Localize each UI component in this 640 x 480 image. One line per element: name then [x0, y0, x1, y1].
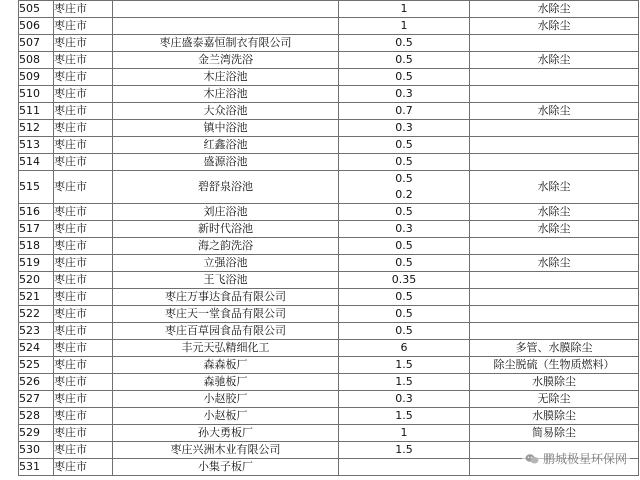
- treatment-measure-cell: 水除尘: [470, 1, 639, 18]
- treatment-measure-cell: [470, 69, 639, 86]
- enterprise-name-cell: 孙大勇板厂: [113, 425, 339, 442]
- table-row: [19, 357, 639, 374]
- treatment-measure-cell: [470, 238, 639, 255]
- row-number: 530: [19, 442, 54, 459]
- table-row: [19, 221, 639, 238]
- row-number: 523: [19, 323, 54, 340]
- row-number: 508: [19, 52, 54, 69]
- capacity-cell: [339, 171, 470, 204]
- treatment-measure-cell: 水除尘: [470, 255, 639, 272]
- capacity-cell: 1.5: [339, 408, 470, 425]
- city-cell: 枣庄市: [54, 391, 113, 408]
- row-number: 525: [19, 357, 54, 374]
- row-number: 514: [19, 154, 54, 171]
- watermark-text: 鹏城极星环保网: [542, 452, 627, 466]
- treatment-measure-cell: 水除尘: [470, 221, 639, 238]
- city-cell: 枣庄市: [54, 204, 113, 221]
- city-cell: 枣庄市: [54, 357, 113, 374]
- treatment-measure-cell: 水除尘: [470, 103, 639, 120]
- table-row: [19, 289, 639, 306]
- capacity-cell: 0.7: [339, 103, 470, 120]
- city-cell: 枣庄市: [54, 86, 113, 103]
- table-row: [19, 103, 639, 120]
- city-cell: 枣庄市: [54, 425, 113, 442]
- table-row: [19, 52, 639, 69]
- capacity-cell: 1: [339, 1, 470, 18]
- table-row: [19, 137, 639, 154]
- capacity-cell: 1: [339, 425, 470, 442]
- table-row: [19, 323, 639, 340]
- capacity-cell: 0.5: [339, 52, 470, 69]
- enterprise-name-cell: 大众浴池: [113, 103, 339, 120]
- city-cell: 枣庄市: [54, 272, 113, 289]
- table-row: [19, 171, 639, 204]
- enterprise-name-cell: 立强浴池: [113, 255, 339, 272]
- capacity-cell: 1.5: [339, 374, 470, 391]
- table-row: [19, 18, 639, 35]
- row-number: 518: [19, 238, 54, 255]
- capacity-cell: 0.3: [339, 221, 470, 238]
- row-number: 526: [19, 374, 54, 391]
- city-cell: 枣庄市: [54, 306, 113, 323]
- treatment-measure-cell: [470, 35, 639, 52]
- capacity-cell: 0.3: [339, 391, 470, 408]
- enterprise-name-cell: 小赵板厂: [113, 408, 339, 425]
- capacity-cell: 0.3: [339, 86, 470, 103]
- table-row: [19, 1, 639, 18]
- boiler-table: [18, 0, 639, 476]
- capacity-cell: 0.5: [339, 306, 470, 323]
- row-number: 531: [19, 459, 54, 476]
- treatment-measure-cell: [470, 137, 639, 154]
- capacity-cell: 0.3: [339, 120, 470, 137]
- city-cell: 枣庄市: [54, 35, 113, 52]
- row-number: 516: [19, 204, 54, 221]
- row-number: 510: [19, 86, 54, 103]
- row-number: 507: [19, 35, 54, 52]
- table-row: [19, 69, 639, 86]
- treatment-measure-cell: 水膜除尘: [470, 408, 639, 425]
- table-row: [19, 340, 639, 357]
- treatment-measure-cell: 无除尘: [470, 391, 639, 408]
- treatment-measure-cell: 除尘脱硫（生物质燃料）: [470, 357, 639, 374]
- row-number: 506: [19, 18, 54, 35]
- watermark: [522, 449, 630, 468]
- city-cell: 枣庄市: [54, 238, 113, 255]
- table-row: [19, 35, 639, 52]
- enterprise-name-cell: 枣庄盛泰嘉恒制衣有限公司: [113, 35, 339, 52]
- enterprise-name-cell: [113, 1, 339, 18]
- capacity-cell: 1.5: [339, 442, 470, 459]
- treatment-measure-cell: 多管、水膜除尘: [470, 340, 639, 357]
- row-number: 513: [19, 137, 54, 154]
- capacity-value: 0.5: [395, 172, 413, 185]
- capacity-cell: 0.5: [339, 238, 470, 255]
- city-cell: 枣庄市: [54, 171, 113, 204]
- capacity-cell: 0.5: [339, 69, 470, 86]
- treatment-measure-cell: [470, 289, 639, 306]
- enterprise-name-cell: 海之韵洗浴: [113, 238, 339, 255]
- row-number: 528: [19, 408, 54, 425]
- enterprise-name-cell: 森森板厂: [113, 357, 339, 374]
- row-number: 512: [19, 120, 54, 137]
- enterprise-name-cell: 木庄浴池: [113, 86, 339, 103]
- enterprise-name-cell: 镇中浴池: [113, 120, 339, 137]
- capacity-cell: [339, 459, 470, 476]
- row-number: 511: [19, 103, 54, 120]
- treatment-measure-cell: [470, 272, 639, 289]
- row-number: 524: [19, 340, 54, 357]
- capacity-cell: 6: [339, 340, 470, 357]
- city-cell: 枣庄市: [54, 374, 113, 391]
- treatment-measure-cell: 水除尘: [470, 204, 639, 221]
- capacity-cell: 0.5: [339, 137, 470, 154]
- table-row: [19, 120, 639, 137]
- enterprise-name-cell: 金兰湾洗浴: [113, 52, 339, 69]
- capacity-cell: 0.5: [339, 289, 470, 306]
- city-cell: 枣庄市: [54, 408, 113, 425]
- table-row: [19, 238, 639, 255]
- row-number: 520: [19, 272, 54, 289]
- enterprise-name-cell: 枣庄天一堂食品有限公司: [113, 306, 339, 323]
- row-number: 519: [19, 255, 54, 272]
- treatment-measure-cell: [470, 154, 639, 171]
- city-cell: 枣庄市: [54, 1, 113, 18]
- city-cell: 枣庄市: [54, 340, 113, 357]
- treatment-measure-cell: 水除尘: [470, 18, 639, 35]
- city-cell: 枣庄市: [54, 221, 113, 238]
- wechat-icon: [525, 453, 539, 465]
- city-cell: 枣庄市: [54, 52, 113, 69]
- table-body: [19, 1, 639, 476]
- table-row: [19, 374, 639, 391]
- row-number: 515: [19, 171, 54, 204]
- city-cell: 枣庄市: [54, 137, 113, 154]
- table-row: [19, 255, 639, 272]
- row-number: 521: [19, 289, 54, 306]
- table-row: [19, 272, 639, 289]
- row-number: 522: [19, 306, 54, 323]
- treatment-measure-cell: [470, 306, 639, 323]
- city-cell: 枣庄市: [54, 442, 113, 459]
- city-cell: 枣庄市: [54, 103, 113, 120]
- enterprise-name-cell: 盛源浴池: [113, 154, 339, 171]
- city-cell: 枣庄市: [54, 459, 113, 476]
- enterprise-name-cell: 枣庄万事达食品有限公司: [113, 289, 339, 306]
- enterprise-name-cell: 枣庄兴洲木业有限公司: [113, 442, 339, 459]
- enterprise-name-cell: 红鑫浴池: [113, 137, 339, 154]
- enterprise-name-cell: 新时代浴池: [113, 221, 339, 238]
- city-cell: 枣庄市: [54, 323, 113, 340]
- enterprise-name-cell: 森驰板厂: [113, 374, 339, 391]
- capacity-cell: 1: [339, 18, 470, 35]
- table-row: [19, 204, 639, 221]
- city-cell: 枣庄市: [54, 255, 113, 272]
- city-cell: 枣庄市: [54, 289, 113, 306]
- treatment-measure-cell: [470, 86, 639, 103]
- treatment-measure-cell: [470, 120, 639, 137]
- enterprise-name-cell: 枣庄百草园食品有限公司: [113, 323, 339, 340]
- row-number: 527: [19, 391, 54, 408]
- row-number: 509: [19, 69, 54, 86]
- table-row: [19, 306, 639, 323]
- treatment-measure-cell: [470, 323, 639, 340]
- enterprise-name-cell: [113, 18, 339, 35]
- capacity-cell: 0.5: [339, 204, 470, 221]
- row-number: 505: [19, 1, 54, 18]
- table-row: [19, 425, 639, 442]
- enterprise-name-cell: 刘庄浴池: [113, 204, 339, 221]
- enterprise-name-cell: 碧舒泉浴池: [113, 171, 339, 204]
- enterprise-name-cell: 小赵胶厂: [113, 391, 339, 408]
- capacity-cell: 0.35: [339, 272, 470, 289]
- table-row: [19, 154, 639, 171]
- capacity-value-secondary: 0.2: [395, 188, 413, 201]
- row-number: 529: [19, 425, 54, 442]
- document-page: [18, 0, 618, 476]
- enterprise-name-cell: 木庄浴池: [113, 69, 339, 86]
- table-row: [19, 391, 639, 408]
- capacity-cell: 0.5: [339, 35, 470, 52]
- table-row: [19, 408, 639, 425]
- capacity-cell: 0.5: [339, 255, 470, 272]
- enterprise-name-cell: 王飞浴池: [113, 272, 339, 289]
- city-cell: 枣庄市: [54, 18, 113, 35]
- row-number: 517: [19, 221, 54, 238]
- city-cell: 枣庄市: [54, 120, 113, 137]
- table-row: [19, 86, 639, 103]
- treatment-measure-cell: 水膜除尘: [470, 374, 639, 391]
- capacity-cell: 0.5: [339, 154, 470, 171]
- city-cell: 枣庄市: [54, 69, 113, 86]
- capacity-cell: 1.5: [339, 357, 470, 374]
- city-cell: 枣庄市: [54, 154, 113, 171]
- treatment-measure-cell: 简易除尘: [470, 425, 639, 442]
- enterprise-name-cell: 小集子板厂: [113, 459, 339, 476]
- treatment-measure-cell: 水除尘: [470, 171, 639, 204]
- capacity-cell: 0.5: [339, 323, 470, 340]
- enterprise-name-cell: 丰元天弘精细化工: [113, 340, 339, 357]
- treatment-measure-cell: 水除尘: [470, 52, 639, 69]
